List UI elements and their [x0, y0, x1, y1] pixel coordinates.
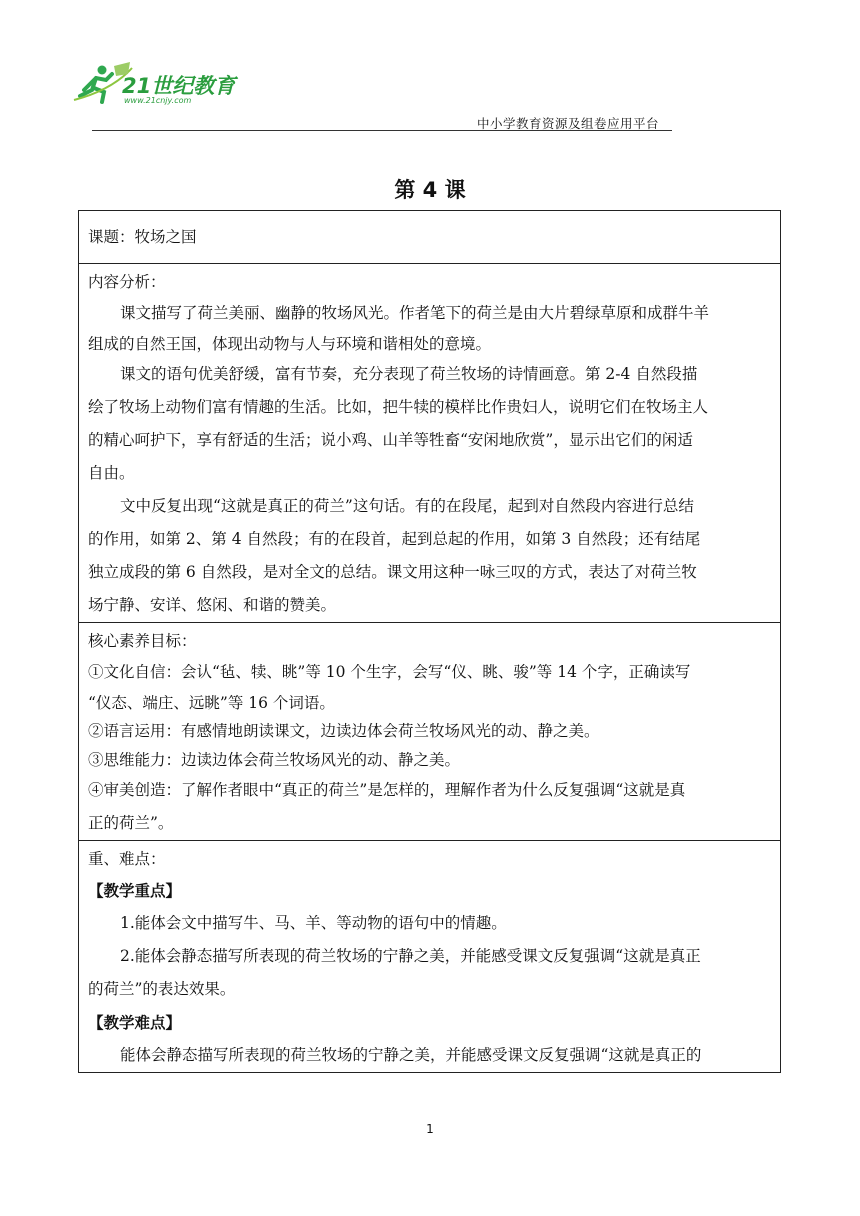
- analysis-line: 绘了牧场上动物们富有情趣的生活。比如，把牛犊的模样比作贵妇人，说明它们在牧场主人: [88, 398, 709, 416]
- analysis-line: 课文的语句优美舒缓，富有节奏，充分表现了荷兰牧场的诗情画意。第 2-4 自然段描: [120, 365, 698, 383]
- header-divider: [92, 130, 672, 131]
- goal-line: ④审美创造：了解作者眼中“真正的荷兰”是怎样的，理解作者为什么反复强调“这就是真: [88, 781, 686, 799]
- page-number: 1: [426, 1122, 434, 1136]
- focus-line: 2.能体会静态描写所表现的荷兰牧场的宁静之美，并能感受课文反复强调“这就是真正: [120, 946, 701, 965]
- difficulty-title: 【教学难点】: [88, 1012, 182, 1032]
- goal-line: ③思维能力：边读边体会荷兰牧场风光的动、静之美。: [88, 750, 461, 769]
- topic-row: [79, 211, 781, 264]
- logo-text: 21世纪教育: [122, 74, 236, 98]
- focus-line: 1.能体会文中描写牛、马、羊、等动物的语句中的情趣。: [120, 913, 507, 932]
- topic-text: 课题：牧场之国: [88, 228, 197, 246]
- analysis-line: 的精心呵护下，享有舒适的生活；说小鸡、山羊等牲畜“安闲地欣赏”，显示出它们的闲适: [88, 431, 693, 449]
- focus-line: 的荷兰”的表达效果。: [88, 979, 236, 998]
- page-title: 第 4 课: [394, 178, 466, 202]
- goal-line: 正的荷兰”。: [88, 814, 174, 832]
- goal-line: ②语言运用：有感情地朗读课文，边读边体会荷兰牧场风光的动、静之美。: [88, 722, 600, 740]
- topic-cell: [79, 211, 781, 264]
- analysis-line: 组成的自然王国，体现出动物与人与环境和谐相处的意境。: [88, 334, 492, 353]
- analysis-row: [79, 264, 781, 623]
- site-logo: [72, 60, 242, 110]
- lesson-plan-table: [78, 210, 781, 1073]
- goals-row: [79, 623, 781, 841]
- analysis-line: 课文描写了荷兰美丽、幽静的牧场风光。作者笔下的荷兰是由大片碧绿草原和成群牛羊: [120, 303, 710, 322]
- goals-heading: 核心素养目标：: [88, 632, 197, 650]
- analysis-line: 自由。: [88, 464, 135, 482]
- key-points-cell: [79, 841, 781, 1073]
- analysis-line: 的作用，如第 2、第 4 自然段；有的在段首，起到总起的作用，如第 3 自然段；还有结尾: [88, 530, 701, 548]
- goal-line: ①文化自信：会认“毡、犊、眺”等 10 个生字，会写“仪、眺、骏”等 14 个字，正确读写: [88, 662, 691, 681]
- analysis-line: 场宁静、安详、悠闲、和谐的赞美。: [88, 596, 337, 614]
- analysis-line: 文中反复出现“这就是真正的荷兰”这句话。有的在段尾，起到对自然段内容进行总结: [120, 497, 694, 515]
- logo-url: www.21cnjy.com: [124, 96, 192, 105]
- analysis-cell: [79, 264, 781, 623]
- analysis-heading: 内容分析：: [88, 273, 166, 291]
- analysis-line: 独立成段的第 6 自然段，是对全文的总结。课文用这种一咏三叹的方式，表达了对荷兰牧: [88, 563, 697, 581]
- goal-line: “仪态、端庄、远眺”等 16 个词语。: [88, 693, 335, 712]
- key-points-row: [79, 841, 781, 1073]
- platform-name: 中小学教育资源及组卷应用平台: [477, 116, 660, 131]
- key-points-heading: 重、难点：: [88, 850, 166, 868]
- difficulty-line: 能体会静态描写所表现的荷兰牧场的宁静之美，并能感受课文反复强调“这就是真正的: [120, 1045, 702, 1064]
- goals-cell: [79, 623, 781, 841]
- focus-title: 【教学重点】: [88, 880, 182, 900]
